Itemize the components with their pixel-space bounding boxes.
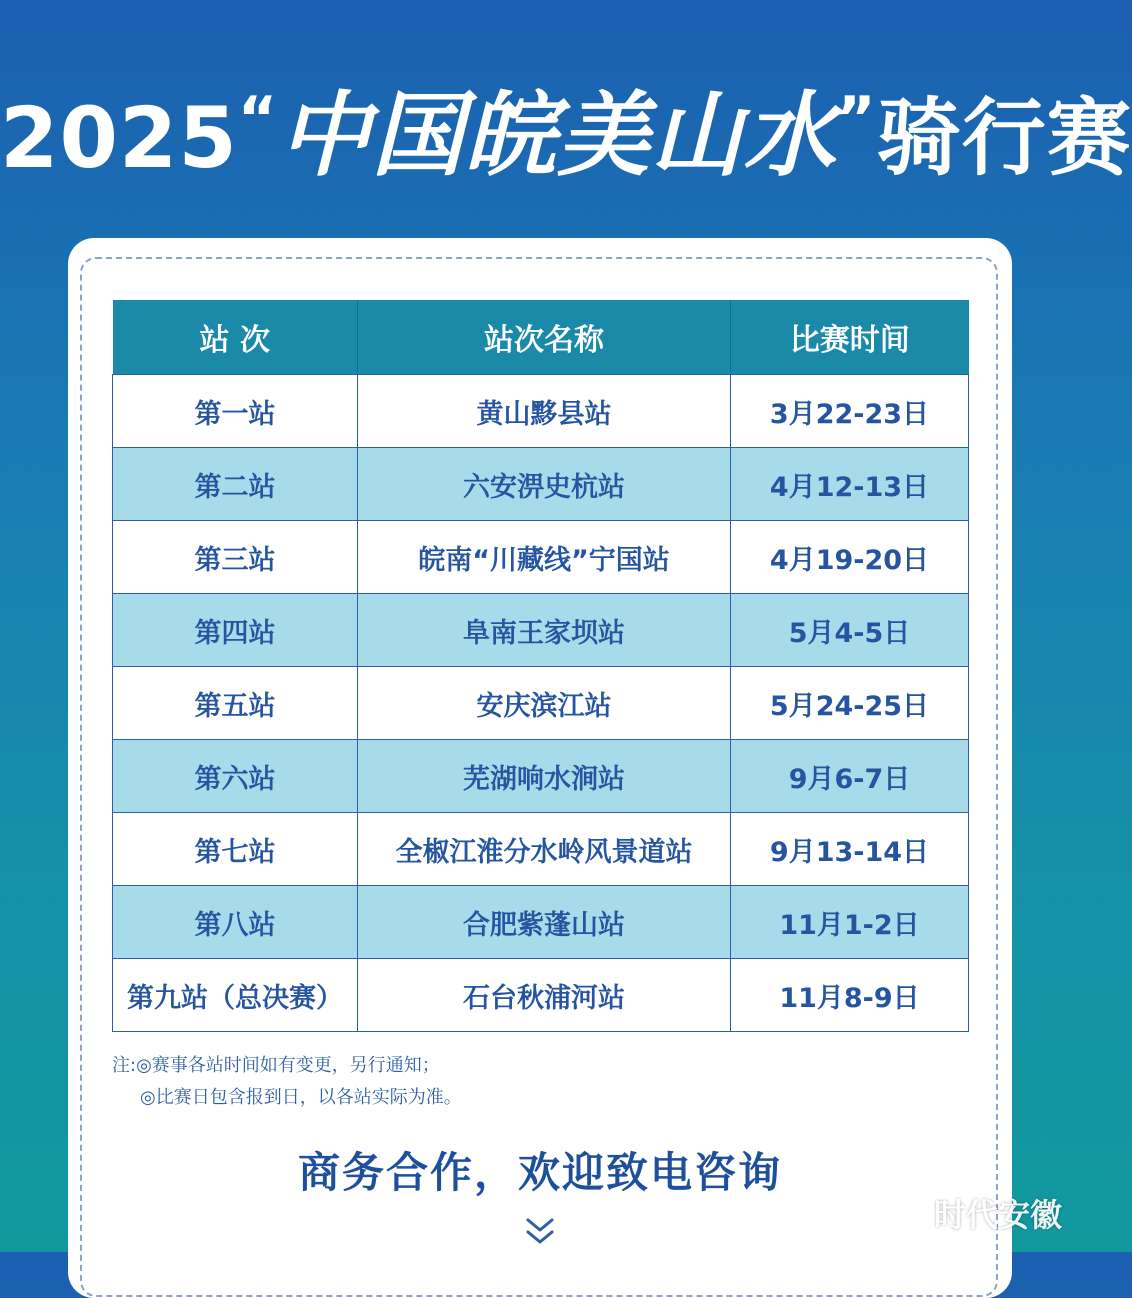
station-name-cell: 石台秋浦河站 — [358, 959, 731, 1032]
station-cell: 第三站 — [113, 521, 358, 594]
station-cell: 第八站 — [113, 886, 358, 959]
column-header: 站次名称 — [358, 300, 731, 375]
date-cell: 9月6-7日 — [731, 740, 969, 813]
table-header-row — [113, 300, 969, 375]
date-cell: 3月22-23日 — [731, 375, 969, 448]
note-line: ◎比赛日包含报到日，以各站实际为准。 — [140, 1087, 462, 1108]
column-header: 站 次 — [113, 300, 358, 375]
station-name-cell: 合肥紫蓬山站 — [358, 886, 731, 959]
title-suffix: 骑行赛 — [876, 89, 1132, 187]
table-row — [113, 594, 969, 667]
table-row — [113, 667, 969, 740]
station-cell: 第九站（总决赛） — [113, 959, 358, 1032]
date-cell: 11月8-9日 — [731, 959, 969, 1032]
table-row — [113, 448, 969, 521]
note-line: 注:◎赛事各站时间如有变更，另行通知； — [112, 1055, 440, 1076]
date-cell: 5月24-25日 — [731, 667, 969, 740]
station-name-cell: 皖南“川藏线”宁国站 — [358, 521, 731, 594]
page-title — [0, 62, 1132, 194]
title-calligraphy: 中国皖美山水 — [278, 81, 837, 189]
column-header: 比赛时间 — [731, 300, 969, 375]
station-name-cell: 黄山黟县站 — [358, 375, 731, 448]
station-cell: 第四站 — [113, 594, 358, 667]
table-row — [113, 375, 969, 448]
date-cell: 9月13-14日 — [731, 813, 969, 886]
station-name-cell: 阜南王家坝站 — [358, 594, 731, 667]
station-cell: 第七站 — [113, 813, 358, 886]
schedule-table — [112, 300, 969, 1032]
station-cell: 第五站 — [113, 667, 358, 740]
station-name-cell: 六安淠史杭站 — [358, 448, 731, 521]
station-cell: 第二站 — [113, 448, 358, 521]
table-row — [113, 959, 969, 1032]
title-year: 2025 — [0, 89, 238, 187]
table-row — [113, 740, 969, 813]
notes — [112, 1050, 462, 1114]
chevron-down-icon[interactable] — [522, 1214, 558, 1250]
table-row — [113, 521, 969, 594]
table-row — [113, 886, 969, 959]
station-name-cell: 安庆滨江站 — [358, 667, 731, 740]
date-cell: 4月19-20日 — [731, 521, 969, 594]
station-name-cell: 全椒江淮分水岭风景道站 — [358, 813, 731, 886]
contact-heading: 商务合作，欢迎致电咨询 — [297, 1148, 782, 1197]
watermark: 时代安徽 — [933, 1196, 1062, 1234]
title-close-quote: ” — [836, 84, 877, 154]
station-name-cell: 芜湖响水涧站 — [358, 740, 731, 813]
date-cell: 4月12-13日 — [731, 448, 969, 521]
table-row — [113, 813, 969, 886]
station-cell: 第六站 — [113, 740, 358, 813]
title-open-quote: “ — [237, 84, 279, 154]
date-cell: 5月4-5日 — [731, 594, 969, 667]
station-cell: 第一站 — [113, 375, 358, 448]
date-cell: 11月1-2日 — [731, 886, 969, 959]
